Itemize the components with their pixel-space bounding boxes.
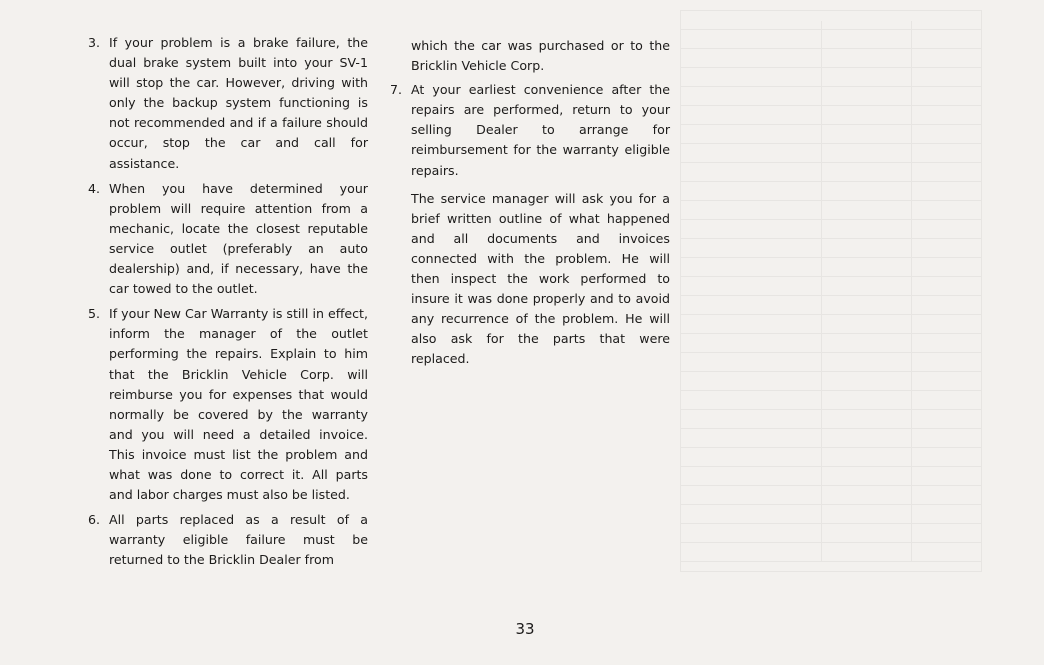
item-number: 4.: [88, 180, 101, 196]
item-number: 6.: [88, 512, 101, 528]
item-text: When you have determined your problem will require attention from a mechanic, locate the closest reputable service outlet (preferably an auto dealership) and, if necessary, have the car towed to the outlet.: [109, 180, 368, 297]
left-column: [88, 33, 368, 575]
list-item: [88, 304, 368, 505]
body-paragraph: The service manager will ask you for a brief written outline of what happened and all documents and invoices connected with the problem. He will then inspect the work performed to insure it was done properly and to avoid any recurrence of the problem. He will also ask for the parts that were replaced.: [411, 190, 670, 367]
item-number: 7.: [390, 82, 403, 98]
right-column: [390, 36, 670, 370]
list-item: [88, 179, 368, 300]
list-item: [88, 510, 368, 570]
list-item: [390, 80, 670, 180]
item-number: 3.: [88, 35, 101, 50]
item-text: If your New Car Warranty is still in effect, inform the manager of the outlet performing the repairs. Explain to him that the Bricklin Vehicle Corp. will reimburse you for expenses that would normally be covered by the warranty and you will need a detailed invoice. This invoice must list the problem and what was done to correct it. All parts and labor charges must also be listed.: [109, 306, 368, 503]
item-number: 5.: [88, 306, 101, 322]
item-text: At your earliest convenience after the repairs are performed, return to your selling Dealer to arrange for reimbursement for the warranty eligible repairs.: [411, 82, 670, 178]
continuation-text: which the car was purchased or to the Bricklin Vehicle Corp.: [411, 38, 670, 74]
item-text: All parts replaced as a result of a warranty eligible failure must be returned to the Bricklin Dealer from: [109, 512, 368, 568]
list-item: [88, 33, 368, 174]
item-text: If your problem is a brake failure, the dual brake system built into your SV-1 will stop the car. However, driving with only the backup system functioning is not recommended and if a failure should occur, stop the car and call for assistance.: [109, 35, 368, 171]
facing-page-show-through: [680, 10, 982, 572]
page-number: 33: [515, 620, 535, 638]
